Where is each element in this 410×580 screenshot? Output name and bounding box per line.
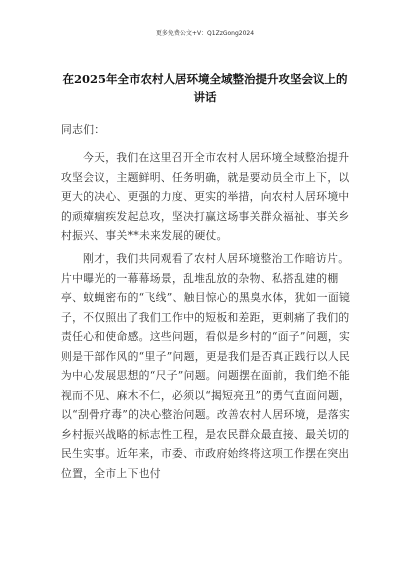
paragraph-1: 今天，我们在这里召开全市农村人居环境全域整治提升攻坚会议，主题鲜明、任务明确，就是要动员全市上下，以更大的决心、更强的力度、更实的举措，向农村人居环境中的顽瘴痼疾发起总攻，坚决打赢这场事关群众福祉、事关乡村振兴、事关**未来发展的硬仗。	[61, 151, 350, 242]
paragraph-2: 刚才，我们共同观看了农村人居环境整治工作暗访片。片中曝光的一幕幕场景，乱堆乱放的杂物、私搭乱建的棚亭、蚊蝇密布的“飞线”、触目惊心的黑臭水体，犹如一面镜子，不仅照出了我们工作中的短板和差距，更刺痛了我们的责任心和使命感。这些问题，看似是乡村的“面子”问题，实则是干部作风的“里子”问题，更是我们是否真正践行以人民为中心发展思想的“尺子”问题。问题摆在面前，我们绝不能视而不见、麻木不仁，必须以“揭短亮丑”的勇气直面问题，以“刮骨疗毒”的决心整治问题。改善农村人居环境，是落实乡村振兴战略的标志性工程，是农民群众最直接、最关切的民生实事。近年来，市委、市政府始终将这项工作摆在突出位置，全市上下也付	[61, 252, 351, 480]
salutation: 同志们：	[61, 123, 106, 136]
header-note: 更多免费公文+V：Q1ZzGong2024	[155, 30, 255, 37]
document-title: 在2025年全市农村人居环境全域整治提升攻坚会议上的讲话	[62, 72, 348, 104]
